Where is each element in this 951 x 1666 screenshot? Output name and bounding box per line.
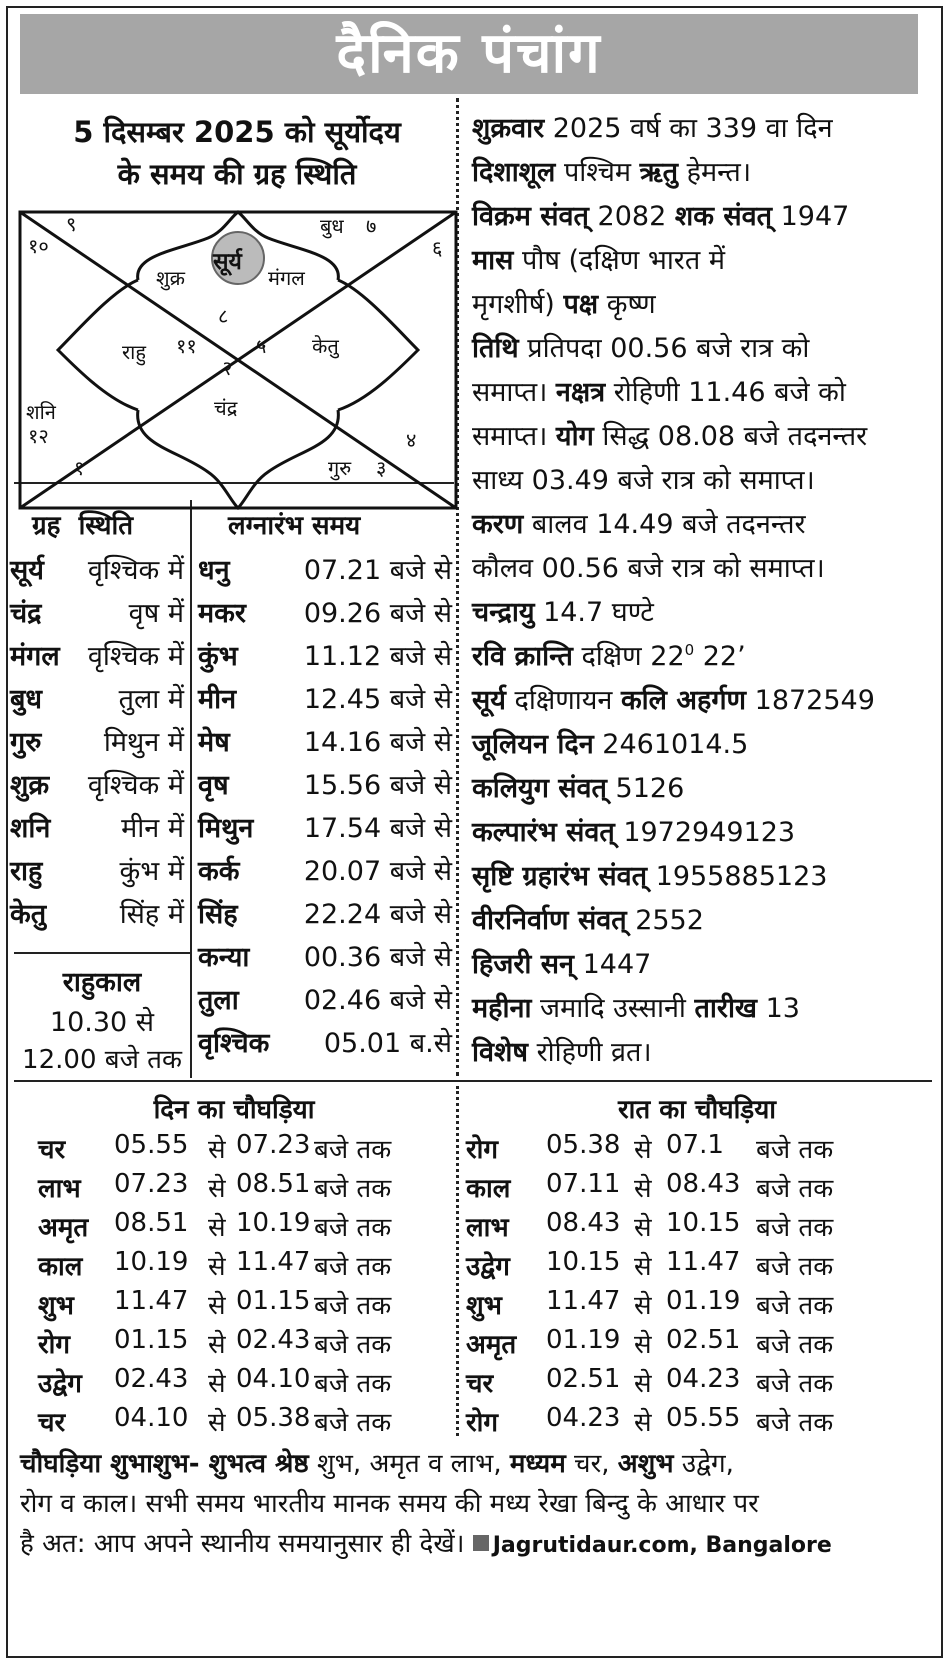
choghadiya-from: 02.51 [546, 1364, 621, 1394]
din-choghadiya-header: दिन का चौघड़िया [153, 1095, 315, 1125]
choghadiya-row [38, 1208, 468, 1248]
choghadiya-name: अमृत [466, 1330, 517, 1360]
choghadiya-row [466, 1286, 896, 1326]
house-number-5: ५ [256, 334, 267, 358]
lagna-time: 17.54 बजे से [303, 813, 452, 844]
panchang-line-hijri [472, 944, 651, 981]
planet-guru-label: गुरु [328, 456, 352, 480]
choghadiya-from: 10.15 [546, 1247, 621, 1277]
graha-rashi: कुंभ में [119, 856, 184, 887]
panchang-line-veernirvan [472, 900, 704, 937]
choghadiya-row [38, 1403, 468, 1443]
graha-planet: केतु [10, 899, 47, 930]
choghadiya-row [38, 1169, 468, 1209]
house-number-2: २ [222, 356, 233, 380]
choghadiya-from: 01.19 [546, 1325, 621, 1355]
panchang-line-yog-cont [472, 460, 815, 497]
divider-vertical-table [190, 500, 192, 1078]
value-veernirvan-samvat: 2552 [626, 905, 704, 936]
choghadiya-name: लाभ [466, 1213, 509, 1243]
choghadiya-from: 07.11 [546, 1169, 621, 1199]
label-julian-din: जूलियन दिन [472, 729, 594, 760]
label-vishesh: विशेष [472, 1037, 528, 1068]
label-ravi-kranti: रवि क्रान्ति [472, 641, 573, 672]
raat-choghadiya-header: रात का चौघड़िया [617, 1095, 777, 1125]
kundli-chart [18, 210, 458, 510]
degree-mark: 0 [684, 641, 695, 659]
choghadiya-name: उद्वेग [466, 1252, 510, 1282]
label-veernirvan-samvat: वीरनिर्वाण संवत् [472, 905, 627, 936]
graha-row [10, 765, 184, 805]
kundli-title-line1: 5 दिसम्बर 2025 को सूर्योदय [73, 115, 401, 149]
choghadiya-name: चर [38, 1135, 66, 1165]
choghadiya-to: 04.10 [236, 1364, 311, 1394]
panchang-line-tithi [472, 328, 809, 365]
choghadiya-to: 02.43 [236, 1325, 311, 1355]
lagna-row [198, 1023, 452, 1063]
rahukaal-from: 10.30 से [49, 1007, 155, 1038]
label-vikram-samvat: विक्रम संवत् [472, 201, 589, 232]
choghadiya-from: 11.47 [546, 1286, 621, 1316]
choghadiya-se: से [634, 1252, 652, 1282]
choghadiya-se: से [634, 1174, 652, 1204]
house-number-3: ३ [376, 456, 387, 480]
house-number-11: ११ [176, 334, 197, 358]
panchang-line-kaliyug [472, 768, 684, 805]
label-tithi: तिथि [472, 333, 519, 364]
panchang-line-yog [472, 416, 867, 453]
value-srishti-samvat: 1955885123 [647, 861, 828, 892]
graha-rashi: मिथुन में [103, 727, 184, 758]
graha-rashi: वृष में [128, 598, 184, 629]
graha-planet: सूर्य [10, 555, 44, 586]
choghadiya-se: से [634, 1213, 652, 1243]
choghadiya-tak: बजे तक [314, 1213, 392, 1243]
house-number-12: १२ [28, 424, 49, 448]
graha-planet: शुक्र [10, 770, 50, 801]
choghadiya-name: शुभ [38, 1291, 74, 1321]
house-number-4: ४ [406, 428, 417, 452]
graha-row [10, 722, 184, 762]
label-maas: मास [472, 245, 514, 276]
choghadiya-tak: बजे तक [756, 1213, 834, 1243]
value-nakshatra-cont: समाप्त। [472, 421, 556, 452]
panchang-line-dishashool [472, 152, 751, 189]
choghadiya-row [38, 1130, 468, 1170]
label-shak-samvat: शक संवत् [674, 201, 772, 232]
choghadiya-name: शुभ [466, 1291, 502, 1321]
panchang-line-julian [472, 724, 748, 761]
choghadiya-name: चर [38, 1408, 66, 1438]
label-ritu: ऋतु [639, 157, 679, 188]
value-vishesh: रोहिणी व्रत। [527, 1037, 652, 1068]
lagna-time: 11.12 बजे से [303, 641, 452, 672]
graha-row [10, 593, 184, 633]
kundli-title-line2: के समय की ग्रह स्थिति [117, 157, 357, 191]
label-kali-ahargan: कलि अहर्गण [620, 685, 747, 716]
value-mahina: जमादि उस्सानी [531, 993, 695, 1024]
lagna-time: 02.46 बजे से [303, 985, 452, 1016]
planet-budh-label: बुध [320, 214, 344, 238]
choghadiya-se: से [208, 1135, 226, 1165]
choghadiya-tak: बजे तक [314, 1330, 392, 1360]
graha-planet: मंगल [10, 641, 60, 672]
value-ravi-kranti-min: 22’ [694, 641, 746, 672]
lagna-row [198, 636, 452, 676]
choghadiya-to: 01.15 [236, 1286, 311, 1316]
choghadiya-row [38, 1247, 468, 1287]
footer-line1 [20, 1444, 734, 1480]
graha-sthiti-header: ग्रह स्थिति [32, 511, 134, 541]
lagna-name: वृष [198, 770, 229, 801]
choghadiya-row [466, 1403, 896, 1443]
panchang-line-chandrayu [472, 592, 654, 629]
planet-rahu-label: राहु [122, 340, 146, 364]
lagna-row [198, 980, 452, 1020]
lagna-row [198, 808, 452, 848]
choghadiya-from: 08.51 [114, 1208, 189, 1238]
choghadiya-name: काल [38, 1252, 83, 1282]
choghadiya-name: रोग [466, 1135, 499, 1165]
lagna-name: कन्या [198, 942, 250, 973]
choghadiya-to: 08.51 [236, 1169, 311, 1199]
footer-text-line3: है अत: आप अपने स्थानीय समयानुसार ही देखें। [20, 1529, 465, 1559]
choghadiya-to: 04.23 [666, 1364, 741, 1394]
footer-label-ashubh: अशुभ [617, 1449, 674, 1479]
graha-rashi: सिंह में [119, 899, 184, 930]
house-number-9: ९ [66, 212, 77, 236]
label-kalparambh-samvat: कल्पारंभ संवत् [472, 817, 615, 848]
lagna-name: मेष [198, 727, 230, 758]
footer-text-shubh: शुभ, अमृत व लाभ, [308, 1449, 510, 1479]
choghadiya-se: से [208, 1252, 226, 1282]
graha-rashi: वृश्चिक में [87, 641, 184, 672]
graha-row [10, 636, 184, 676]
label-tarikh: तारीख [694, 993, 758, 1024]
lagna-name: वृश्चिक [198, 1028, 270, 1059]
divider-rahukaal [14, 952, 190, 954]
panchang-line-kalparambh [472, 812, 795, 849]
choghadiya-tak: बजे तक [314, 1408, 392, 1438]
rahukaal-to: 12.00 बजे तक [22, 1045, 182, 1075]
choghadiya-to: 10.19 [236, 1208, 311, 1238]
panchang-line-ahargan [472, 680, 875, 717]
choghadiya-from: 08.43 [546, 1208, 621, 1238]
planet-shukra-label: शुक्र [156, 266, 185, 290]
choghadiya-row [466, 1325, 896, 1365]
choghadiya-name: लाभ [38, 1174, 81, 1204]
value-nakshatra: रोहिणी 11.46 बजे को [605, 377, 846, 408]
choghadiya-from: 05.55 [114, 1130, 189, 1160]
graha-row [10, 808, 184, 848]
choghadiya-to: 05.38 [236, 1403, 311, 1433]
choghadiya-row [466, 1130, 896, 1170]
choghadiya-from: 07.23 [114, 1169, 189, 1199]
lagna-name: सिंह [198, 899, 238, 930]
choghadiya-se: से [634, 1291, 652, 1321]
choghadiya-tak: बजे तक [756, 1291, 834, 1321]
choghadiya-row [38, 1325, 468, 1365]
choghadiya-tak: बजे तक [314, 1369, 392, 1399]
lagna-row [198, 765, 452, 805]
lagna-row [198, 851, 452, 891]
footer-line2: रोग व काल। सभी समय भारतीय मानक समय की मध्य रेखा बिन्दु के आधार पर [20, 1489, 759, 1519]
panchang-line-ravi-kranti [472, 636, 746, 673]
graha-row [10, 679, 184, 719]
planet-mangal-label: मंगल [268, 266, 305, 290]
planet-shani-label: शनि [26, 400, 56, 424]
graha-planet: राहु [10, 856, 43, 887]
choghadiya-se: से [208, 1213, 226, 1243]
lagna-time: 05.01 ब.से [323, 1028, 452, 1059]
panchang-line-vishesh [472, 1032, 652, 1069]
value-tithi-cont: समाप्त। [472, 377, 556, 408]
choghadiya-from: 04.10 [114, 1403, 189, 1433]
choghadiya-se: से [208, 1291, 226, 1321]
house-number-6: ६ [432, 236, 443, 260]
lagna-row [198, 550, 452, 590]
choghadiya-from: 05.38 [546, 1130, 621, 1160]
page-title-banner: दैनिक पंचांग [20, 14, 918, 94]
graha-row [10, 894, 184, 934]
choghadiya-row [38, 1286, 468, 1326]
choghadiya-tak: बजे तक [756, 1369, 834, 1399]
choghadiya-name: काल [466, 1174, 511, 1204]
choghadiya-to: 02.51 [666, 1325, 741, 1355]
choghadiya-from: 04.23 [546, 1403, 621, 1433]
lagna-time: 20.07 बजे से [303, 856, 452, 887]
label-mahina: महीना [472, 993, 532, 1024]
value-karan: बालव 14.49 बजे तदनन्तर [523, 509, 806, 540]
choghadiya-to: 11.47 [236, 1247, 311, 1277]
lagna-name: मीन [198, 684, 237, 715]
choghadiya-from: 10.19 [114, 1247, 189, 1277]
choghadiya-tak: बजे तक [314, 1135, 392, 1165]
choghadiya-name: चर [466, 1369, 494, 1399]
rahukaal-title: राहुकाल [62, 967, 142, 998]
choghadiya-tak: बजे तक [756, 1408, 834, 1438]
label-dishashool: दिशाशूल [472, 157, 556, 188]
graha-planet: चंद्र [10, 598, 42, 629]
graha-planet: शनि [10, 813, 51, 844]
panchang-line-nakshatra [472, 372, 846, 409]
graha-row [10, 851, 184, 891]
choghadiya-name: अमृत [38, 1213, 89, 1243]
graha-planet: बुध [10, 684, 43, 715]
value-shak-samvat: 1947 [772, 201, 850, 232]
lagna-name: मकर [198, 598, 246, 629]
value-karan-cont: कौलव 00.56 बजे रात्र को समाप्त। [472, 553, 825, 584]
lagna-name: कुंभ [198, 641, 238, 672]
value-kali-ahargan: 1872549 [746, 685, 875, 716]
graha-rashi: मीन में [121, 813, 184, 844]
label-kaliyug-samvat: कलियुग संवत् [472, 773, 607, 804]
choghadiya-name: रोग [38, 1330, 71, 1360]
choghadiya-se: से [208, 1174, 226, 1204]
choghadiya-se: से [634, 1330, 652, 1360]
label-yog: योग [555, 421, 594, 452]
value-vaar: 2025 वर्ष का 339 वा दिन [544, 113, 833, 144]
footer-source: Jagrutidaur.com, Bangalore [492, 1533, 832, 1558]
value-ravi-kranti: दक्षिण 22 [572, 641, 685, 672]
choghadiya-se: से [208, 1330, 226, 1360]
panchang-line-vaar [472, 108, 833, 145]
lagna-time: 00.36 बजे से [303, 942, 452, 973]
value-chandrayu: 14.7 घण्टे [534, 597, 654, 628]
choghadiya-row [466, 1169, 896, 1209]
choghadiya-from: 11.47 [114, 1286, 189, 1316]
choghadiya-to: 05.55 [666, 1403, 741, 1433]
graha-rashi: वृश्चिक में [87, 555, 184, 586]
graha-rashi: तुला में [118, 684, 184, 715]
value-maas: पौष (दक्षिण भारत में [513, 245, 725, 276]
panchang-line-mahina [472, 988, 800, 1025]
house-number-7: ७ [366, 214, 377, 238]
lagna-time: 22.24 बजे से [303, 899, 452, 930]
label-hijri-san: हिजरी सन् [472, 949, 575, 980]
choghadiya-to: 07.23 [236, 1130, 311, 1160]
planet-surya-label: सूर्य [213, 249, 242, 275]
lagna-row [198, 722, 452, 762]
value-paksha: कृष्ण [598, 289, 656, 320]
panchang-line-samvat [472, 196, 849, 233]
choghadiya-row [466, 1247, 896, 1287]
label-paksha: पक्ष [563, 289, 599, 320]
lagna-time: 07.21 बजे से [303, 555, 452, 586]
value-yog-cont: साध्य 03.49 बजे रात्र को समाप्त। [472, 465, 815, 496]
choghadiya-se: से [634, 1408, 652, 1438]
value-dishashool: पश्चिम [555, 157, 640, 188]
choghadiya-se: से [208, 1369, 226, 1399]
choghadiya-tak: बजे तक [314, 1252, 392, 1282]
choghadiya-to: 10.15 [666, 1208, 741, 1238]
choghadiya-name: रोग [466, 1408, 499, 1438]
label-nakshatra: नक्षत्र [555, 377, 606, 408]
choghadiya-from: 02.43 [114, 1364, 189, 1394]
value-yog: सिद्ध 08.08 बजे तदनन्तर [593, 421, 868, 452]
footer-label-madhyam: मध्यम [509, 1449, 566, 1479]
label-surya-ayan: सूर्य [472, 685, 506, 716]
footer-line3 [20, 1524, 832, 1560]
footer-text-ashubh: उद्वेग, [673, 1449, 734, 1479]
divider-bottom [14, 1080, 932, 1082]
graha-row [10, 550, 184, 590]
choghadiya-to: 01.19 [666, 1286, 741, 1316]
footer-text-madhyam: चर, [565, 1449, 618, 1479]
lagna-time: 12.45 बजे से [303, 684, 452, 715]
value-kaliyug-samvat: 5126 [606, 773, 685, 804]
choghadiya-row [38, 1364, 468, 1404]
value-hijri-san: 1447 [574, 949, 652, 980]
choghadiya-row [466, 1208, 896, 1248]
choghadiya-se: से [634, 1135, 652, 1165]
lagna-time: 15.56 बजे से [303, 770, 452, 801]
choghadiya-tak: बजे तक [756, 1330, 834, 1360]
label-vaar: शुक्रवार [472, 113, 545, 144]
footer-label-shubhashubh: चौघड़िया शुभाशुभ- शुभत्व श्रेष्ठ [20, 1449, 309, 1479]
panchang-line-srishti [472, 856, 827, 893]
value-tarikh: 13 [757, 993, 800, 1024]
value-julian-din: 2461014.5 [593, 729, 749, 760]
house-number-8: ८ [218, 304, 229, 328]
house-number-1: १ [74, 456, 85, 480]
choghadiya-se: से [208, 1408, 226, 1438]
lagna-time: 14.16 बजे से [303, 727, 452, 758]
value-kalparambh-samvat: 1972949123 [614, 817, 796, 848]
panchang-line-karan [472, 504, 806, 541]
planet-chandra-label: चंद्र [214, 396, 238, 420]
graha-rashi: वृश्चिक में [87, 770, 184, 801]
label-srishti-samvat: सृष्टि ग्रहारंभ संवत् [472, 861, 648, 892]
value-maas-cont: मृगशीर्ष) [472, 289, 564, 320]
lagna-name: मिथुन [198, 813, 254, 844]
panchang-line-karan-cont [472, 548, 825, 585]
lagna-time: 09.26 बजे से [303, 598, 452, 629]
choghadiya-from: 01.15 [114, 1325, 189, 1355]
choghadiya-tak: बजे तक [756, 1252, 834, 1282]
value-vikram-samvat: 2082 [588, 201, 675, 232]
lagna-name: धनु [198, 555, 230, 586]
lagna-name: तुला [198, 985, 239, 1016]
house-number-10: १० [28, 234, 49, 258]
choghadiya-name: उद्वेग [38, 1369, 82, 1399]
label-karan: करण [472, 509, 524, 540]
lagna-row [198, 679, 452, 719]
value-tithi: प्रतिपदा 00.56 बजे रात्र को [518, 333, 810, 364]
choghadiya-tak: बजे तक [314, 1174, 392, 1204]
choghadiya-row [466, 1364, 896, 1404]
choghadiya-to: 07.1 [666, 1130, 724, 1160]
value-ritu: हेमन्त। [678, 157, 752, 188]
choghadiya-tak: बजे तक [756, 1135, 834, 1165]
choghadiya-tak: बजे तक [756, 1174, 834, 1204]
panchang-line-paksha [472, 284, 656, 321]
panchang-line-maas [472, 240, 725, 277]
choghadiya-to: 11.47 [666, 1247, 741, 1277]
lagnarambh-header: लग्नारंभ समय [228, 511, 361, 541]
choghadiya-se: से [634, 1369, 652, 1399]
label-chandrayu: चन्द्रायु [472, 597, 535, 628]
planet-ketu-label: केतु [312, 334, 339, 358]
choghadiya-to: 08.43 [666, 1169, 741, 1199]
choghadiya-tak: बजे तक [314, 1291, 392, 1321]
square-bullet-icon [473, 1535, 489, 1551]
graha-planet: गुरु [10, 727, 42, 758]
lagna-name: कर्क [198, 856, 240, 887]
value-surya-ayan: दक्षिणायन [505, 685, 621, 716]
lagna-row [198, 937, 452, 977]
lagna-row [198, 593, 452, 633]
lagna-row [198, 894, 452, 934]
